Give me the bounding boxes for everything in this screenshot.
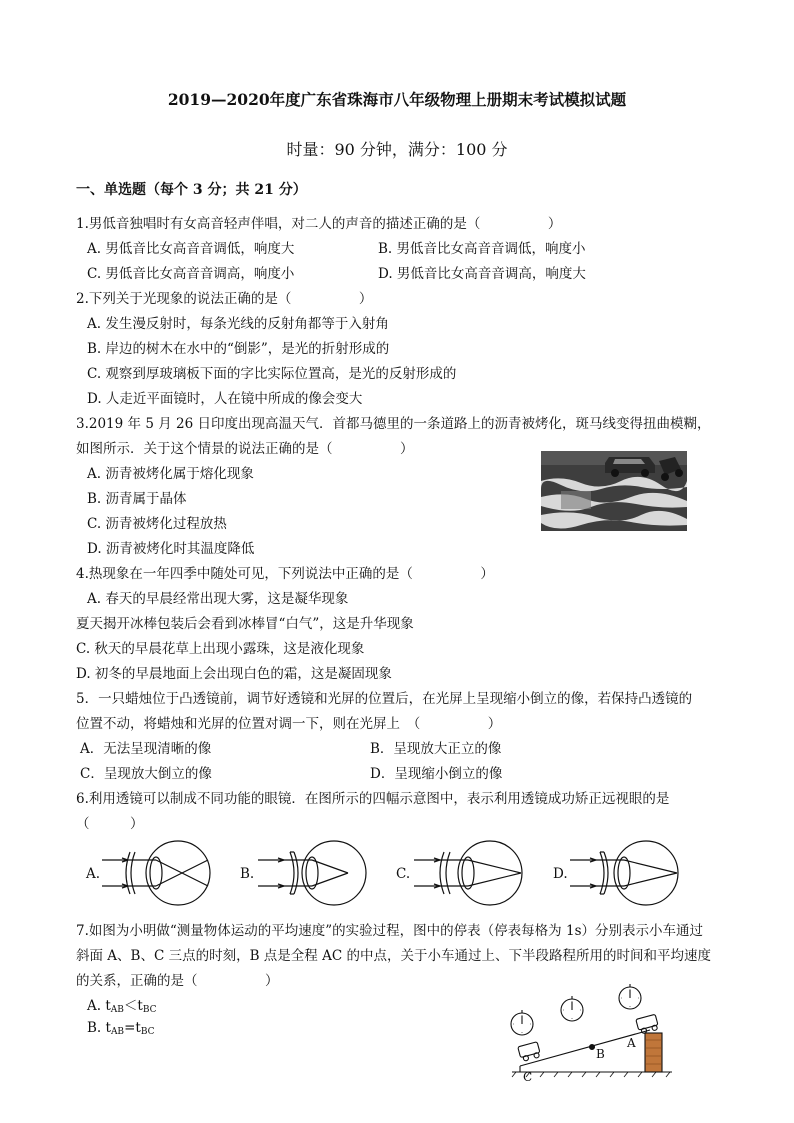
question-3-option-a: A. 沥青被烤化属于熔化现象 — [87, 466, 254, 482]
section-heading: 一、单选题（每个 3 分；共 21 分） — [76, 182, 307, 198]
eye-diagram-d — [568, 838, 688, 908]
eye-diagram-b — [256, 838, 376, 908]
question-4-option-d: D. 初冬的早晨地面上会出现白色的霜，这是凝固现象 — [76, 666, 392, 682]
point-a-label: A — [627, 1036, 636, 1050]
question-7-stem-line3: 的关系，正确的是（ ） — [76, 973, 279, 989]
question-3-stem-line2: 如图所示．关于这个情景的说法正确的是（ ） — [76, 441, 414, 457]
eye-diagram-b-label: B. — [240, 866, 255, 882]
eye-diagram-a-label: A. — [86, 866, 101, 882]
question-3-stem-line1: 3.2019 年 5 月 26 日印度出现高温天气．首都马德里的一条道路上的沥青被烤化，斑马线变得扭曲模糊， — [76, 416, 711, 432]
question-1-option-c: C. 男低音比女高音音调高，响度小 — [87, 266, 295, 282]
point-b-label: B — [596, 1047, 605, 1061]
question-5-option-d: D．呈现缩小倒立的像 — [370, 766, 503, 782]
question-1-stem: 1.男低音独唱时有女高音轻声伴唱，对二人的声音的描述正确的是（ ） — [76, 216, 562, 232]
question-4-option-c: C. 秋天的早晨花草上出现小露珠，这是液化现象 — [76, 641, 365, 657]
question-7-option-b: B. $t_{AB}=t_{BC}$ — [87, 1020, 155, 1037]
question-6-stem-line2: （ ） — [76, 816, 144, 832]
question-2-option-b: B. 岸边的树木在水中的“倒影”，是光的折射形成的 — [87, 341, 390, 357]
question-7-stem-line2: 斜面 A、B、C 三点的时刻，B 点是全程 AC 的中点，关于小车通过上、下半段路程所用的时间和平均速度 — [76, 948, 711, 964]
melted-asphalt-photo — [541, 451, 687, 531]
question-5-stem-line1: 5．一只蜡烛位于凸透镜前，调节好透镜和光屏的位置后，在光屏上呈现缩小倒立的像，若保持凸透镜的 — [76, 691, 693, 707]
question-5-option-c: C．呈现放大倒立的像 — [80, 766, 212, 782]
question-7-option-a: A. $t_{AB}<t_{BC}$ — [87, 998, 157, 1015]
question-3-option-d: D. 沥青被烤化时其温度降低 — [87, 541, 255, 557]
eye-diagram-d-label: D. — [553, 866, 568, 882]
question-1-option-d: D. 男低音比女高音音调高，响度大 — [378, 266, 586, 282]
question-2-option-d: D. 人走近平面镜时，人在镜中所成的像会变大 — [87, 391, 363, 407]
question-5-stem-line2: 位置不动，将蜡烛和光屏的位置对调一下，则在光屏上 （ ） — [76, 716, 502, 732]
question-6-stem-line1: 6.利用透镜可以制成不同功能的眼镜．在图所示的四幅示意图中，表示利用透镜成功矫正远视眼的是 — [76, 791, 670, 807]
question-3-option-b: B. 沥青属于晶体 — [87, 491, 187, 507]
eye-diagram-a — [100, 838, 220, 908]
question-5-option-a: A．无法呈现清晰的像 — [80, 741, 212, 757]
point-c-label: C — [523, 1070, 533, 1084]
exam-info: 时量：90 分钟，满分：100 分 — [286, 140, 508, 159]
question-7-stem-line1: 7.如图为小明做“测量物体运动的平均速度”的实验过程，图中的停表（停表每格为 1s）分别表示小车通过 — [76, 923, 703, 939]
question-1-option-b: B. 男低音比女高音音调低，响度小 — [378, 241, 586, 257]
page-title: 2019—2020年度广东省珠海市八年级物理上册期末考试模拟试题 — [167, 90, 627, 109]
question-2-option-c: C. 观察到厚玻璃板下面的字比实际位置高，是光的反射形成的 — [87, 366, 457, 382]
question-4-option-a: A. 春天的早晨经常出现大雾，这是凝华现象 — [87, 591, 349, 607]
question-1-option-a: A. 男低音比女高音音调低，响度大 — [87, 241, 295, 257]
question-2-option-a: A. 发生漫反射时，每条光线的反射角都等于入射角 — [87, 316, 389, 332]
question-3-option-c: C. 沥青被烤化过程放热 — [87, 516, 227, 532]
eye-diagram-c-label: C. — [396, 866, 411, 882]
question-2-stem: 2.下列关于光现象的说法正确的是（ ） — [76, 291, 373, 307]
question-4-stem: 4.热现象在一年四季中随处可见，下列说法中正确的是（ ） — [76, 566, 494, 582]
eye-diagram-c — [412, 838, 532, 908]
question-4-option-b: 夏天揭开冰棒包装后会看到冰棒冒“白气”，这是升华现象 — [76, 616, 414, 632]
question-5-option-b: B．呈现放大正立的像 — [370, 741, 502, 757]
